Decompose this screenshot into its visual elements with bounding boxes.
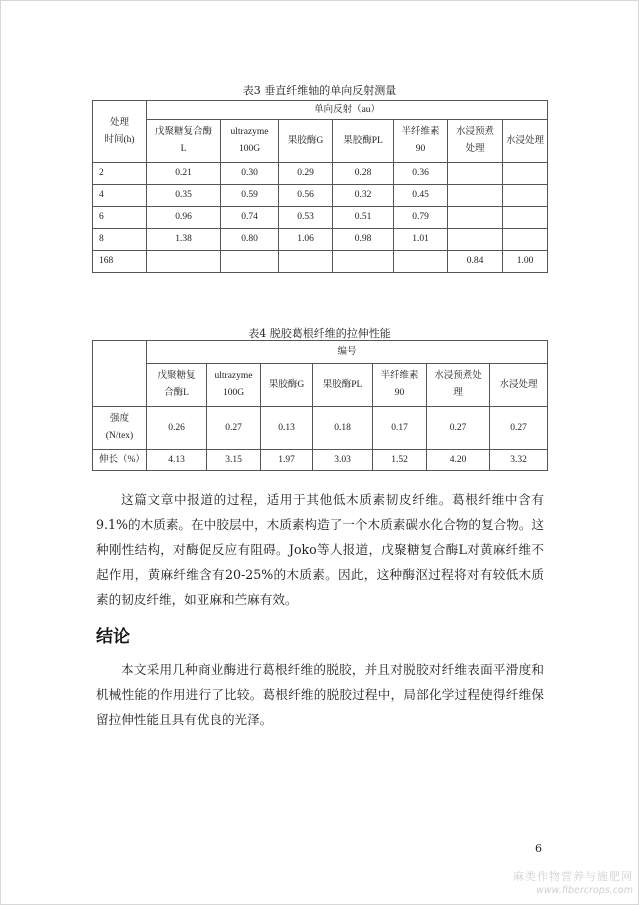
discussion-paragraph: 这篇文章中报道的过程，适用于其他低木质素韧皮纤维。葛根纤维中含有9.1%的木质素。在中胶层中，木质素构造了一个木质素碳水化合物的复合物。这种刚性结构，对酶促反应有阻碍。Joko等人报道，戊聚糖复合酶L对黄麻纤维不起作用，黄麻纤维含有20-25%的木质素。因此，这种酶沤过程将对有较低木质素的韧皮纤维，如亚麻和苎麻有效。	[96, 492, 544, 607]
table3-cell: 1.38	[147, 229, 221, 251]
table4-cell: 0.26	[147, 407, 207, 450]
table3-row	[93, 163, 548, 185]
table3-column-header-text: 水浸预煮	[455, 127, 494, 137]
table4	[92, 340, 548, 471]
table3-cell	[503, 185, 548, 207]
table4-cell: 1.97	[261, 450, 313, 471]
table3-cell: 1.06	[279, 229, 333, 251]
table3-cell	[448, 229, 503, 251]
table3-cell: 1.00	[503, 251, 548, 273]
table4-cell: 0.27	[490, 407, 548, 450]
table3-cell: 0.74	[221, 207, 279, 229]
table3-cell	[503, 207, 548, 229]
table3-cell	[333, 251, 394, 273]
table4-caption: 表4 脱胶葛根纤维的拉伸性能	[248, 327, 391, 340]
table3-group-header: 单向反射（au）	[147, 101, 548, 120]
table4-column-header-text: 100G	[222, 388, 245, 398]
table3-cell: 0.59	[221, 185, 279, 207]
table3-cell	[503, 163, 548, 185]
table3-column-header-text: 戊聚糖复合酶	[154, 127, 212, 137]
table3-row-label: 4	[93, 185, 147, 207]
table4-column-header-text: 半纤维素	[380, 371, 419, 381]
table3-column-header-text: 果胶酶G	[287, 135, 324, 146]
table3-column-header-text: 100G	[238, 144, 261, 154]
table3-cell: 0.84	[448, 251, 503, 273]
table4-column-header	[313, 364, 373, 407]
table3-cell: 0.96	[147, 207, 221, 229]
table3-column-header	[448, 120, 503, 163]
table3-row	[93, 185, 548, 207]
table4-column-header-text: 90	[394, 388, 405, 398]
table4-row-label-text: 强度	[109, 414, 129, 424]
table4-column-header-text: ultrazyme	[214, 371, 253, 381]
table4-cell: 0.13	[261, 407, 313, 450]
table3-cell: 0.56	[279, 185, 333, 207]
table3-cell	[279, 251, 333, 273]
table3-row-header-line1: 处理	[109, 117, 129, 128]
table3-column-header	[333, 120, 394, 163]
table3-cell: 0.29	[279, 163, 333, 185]
table4-column-header	[373, 364, 427, 407]
table4-cell: 3.32	[490, 450, 548, 471]
table3-column-header-text: 水浸处理	[506, 135, 545, 146]
table4-column-header	[261, 364, 313, 407]
table4-column-header	[490, 364, 548, 407]
table3-column-header	[221, 120, 279, 163]
table3-row	[93, 207, 548, 229]
page-number: 6	[535, 842, 542, 855]
table4-row-label	[93, 450, 147, 471]
table3-cell: 0.53	[279, 207, 333, 229]
table3-cell: 0.80	[221, 229, 279, 251]
table3-column-header	[503, 120, 548, 163]
table3-group-header-row	[93, 101, 548, 120]
table3-cell: 0.45	[394, 185, 448, 207]
table3-row	[93, 229, 548, 251]
table3-cell	[394, 251, 448, 273]
table3-cell: 0.36	[394, 163, 448, 185]
conclusion-paragraph: 本文采用几种商业酶进行葛根纤维的脱胶，并且对脱胶对纤维表面平滑度和机械性能的作用进行了比较。葛根纤维的脱胶过程中，局部化学过程使得纤维保留拉伸性能且具有优良的光泽。	[96, 662, 544, 727]
table3-column-header-row	[93, 120, 548, 163]
table4-column-header-text: 水浸预煮处	[434, 371, 482, 381]
table3-row	[93, 251, 548, 273]
table3-cell: 0.30	[221, 163, 279, 185]
table4-column-header	[207, 364, 261, 407]
table3	[92, 100, 548, 273]
table3-cell	[448, 185, 503, 207]
table4-group-header: 编号	[147, 341, 548, 364]
table3-cell: 0.28	[333, 163, 394, 185]
table3-caption: 表3 垂直纤维轴的单向反射测量	[242, 84, 397, 97]
table4-column-header-text: 果胶酶G	[268, 379, 305, 390]
site-watermark	[513, 870, 633, 898]
table3-row-label: 8	[93, 229, 147, 251]
table4-cell: 0.17	[373, 407, 427, 450]
table4-cell: 0.18	[313, 407, 373, 450]
table4-row	[93, 450, 548, 471]
table3-column-header-text: 果胶酶PL	[343, 135, 383, 146]
watermark-site-name: 麻类作物营养与施肥网	[513, 870, 633, 883]
table3-column-header-text: 处理	[465, 144, 485, 154]
table4-corner-cell	[93, 341, 147, 407]
table3-row-header-line2: 时间(h)	[104, 134, 135, 145]
table3-row-label: 2	[93, 163, 147, 185]
table3-cell: 0.79	[394, 207, 448, 229]
table3-cell: 0.35	[147, 185, 221, 207]
table3-column-header-text: 半纤维素	[401, 127, 440, 137]
table3-column-header-text: 90	[415, 144, 426, 154]
table4-row-label	[93, 407, 147, 450]
table3-column-header	[279, 120, 333, 163]
table4-column-header-text: 理	[453, 388, 463, 398]
table3-column-header-text: L	[180, 144, 187, 154]
table4-column-header	[427, 364, 490, 407]
table4-cell: 4.20	[427, 450, 490, 471]
table3-cell: 1.01	[394, 229, 448, 251]
table3-cell: 0.51	[333, 207, 394, 229]
table4-cell: 0.27	[207, 407, 261, 450]
table3-row-header	[93, 101, 147, 163]
table4-column-header-text: 果胶酶PL	[322, 379, 363, 390]
table3-column-header	[394, 120, 448, 163]
table3-cell	[503, 229, 548, 251]
table3-cell	[147, 251, 221, 273]
table3-cell	[448, 207, 503, 229]
table4-column-header-row	[93, 364, 548, 407]
table3-row-label: 6	[93, 207, 147, 229]
table4-column-header-text: 戊聚糖复	[157, 371, 196, 381]
table4-column-header-text: 水浸处理	[499, 379, 538, 390]
table4-cell: 1.52	[373, 450, 427, 471]
table3-cell: 0.32	[333, 185, 394, 207]
table3-column-header-text: ultrazyme	[230, 127, 269, 137]
section-heading-conclusion: 结论	[96, 627, 130, 647]
table4-column-header	[147, 364, 207, 407]
table3-cell: 0.21	[147, 163, 221, 185]
table4-row-label-text: 伸长（%）	[99, 454, 145, 465]
table4-cell: 0.27	[427, 407, 490, 450]
table4-column-header-text: 合酶L	[164, 388, 189, 398]
table4-cell: 3.15	[207, 450, 261, 471]
table4-cell: 3.03	[313, 450, 373, 471]
table3-cell	[448, 163, 503, 185]
table4-row	[93, 407, 548, 450]
table3-column-header	[147, 120, 221, 163]
table3-row-label: 168	[93, 251, 147, 273]
table4-row-label-text: (N/tex)	[105, 431, 134, 441]
table3-cell	[221, 251, 279, 273]
table4-cell: 4.13	[147, 450, 207, 471]
table4-group-header-row	[93, 341, 548, 364]
watermark-url: www.fibercrops.com	[536, 885, 633, 896]
table3-cell: 0.98	[333, 229, 394, 251]
